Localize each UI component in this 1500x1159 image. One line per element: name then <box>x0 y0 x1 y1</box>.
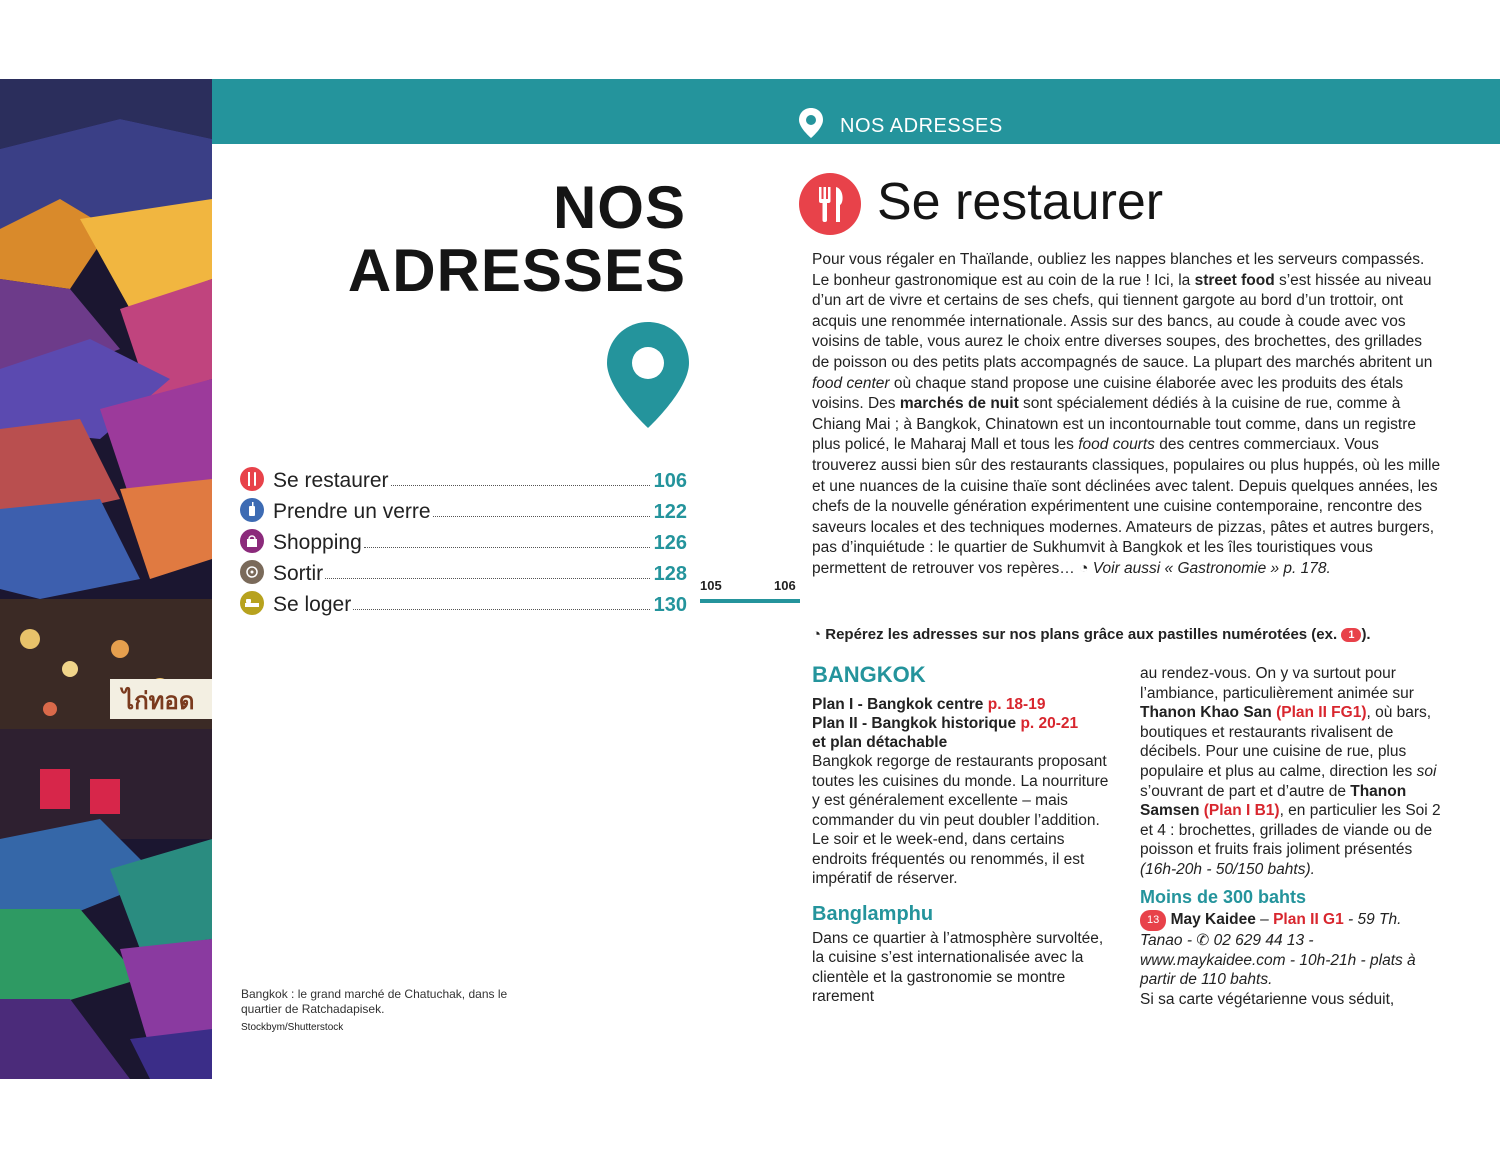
city-heading: BANGKOK <box>812 662 926 687</box>
pastille-badge: 1 <box>1341 628 1361 642</box>
toc-item[interactable] <box>240 493 687 524</box>
intro-italic: food courts <box>1078 436 1155 454</box>
drink-icon <box>240 498 264 522</box>
plan-reference <box>812 695 1112 714</box>
page-title-line1: NOS <box>552 174 686 241</box>
svg-text:ไก่ทอด: ไก่ทอด <box>122 687 195 715</box>
toc-leader <box>433 516 650 517</box>
listing-entry: 13 May Kaidee – Plan II G1 - 59 Th. Tanao - ✆ 02 629 44 13 - www.maykaidee.com - 10h-21h - plats à partir de 110 bahts. <box>1140 910 1416 989</box>
toc-item[interactable] <box>240 586 687 617</box>
banner-label: NOS ADRESSES <box>840 115 1003 137</box>
intro-see-also: Voir aussi « Gastronomie » p. 178. <box>1092 559 1331 577</box>
toc-list <box>240 462 687 617</box>
fork-knife-icon <box>799 173 861 240</box>
page-title-line2: ADRESSES <box>347 237 686 304</box>
phone-icon: ✆ <box>1196 932 1214 950</box>
eye-icon: ◔ <box>812 626 826 643</box>
toc-leader <box>325 578 649 579</box>
toc-item[interactable] <box>240 462 687 493</box>
area-heading: Banglamphu <box>812 902 934 925</box>
market-photo <box>0 79 212 1079</box>
toc-item[interactable] <box>240 524 687 555</box>
plan-page: p. 20-21 <box>1020 715 1079 732</box>
music-note-icon <box>240 560 264 584</box>
plan-reference <box>812 714 1112 733</box>
intro-italic: food center <box>812 374 890 392</box>
plan-reference: Plan II G1 <box>1273 910 1344 928</box>
listing-details: - www.maykaidee.com - 10h-21h - plats à partir de 110 bahts. <box>1140 932 1416 989</box>
page-title <box>348 176 686 302</box>
note-text: Repérez les adresses sur nos plans grâce aux pastilles numérotées (ex. <box>825 626 1342 643</box>
toc-label: Se loger <box>273 593 352 616</box>
body-text: , en particulier les Soi 2 et 4 : brochettes, grillades de viande ou de poisson et fruits frais joliment présentés <box>1140 802 1441 859</box>
toc-label: Shopping <box>273 531 362 554</box>
location-pin-icon <box>799 108 823 143</box>
body-text: au rendez-vous. On y va surtout pour l’ambiance, particulièrement animée sur <box>1140 665 1414 702</box>
body-italic: soi <box>1416 762 1437 780</box>
plan-name: Plan II - Bangkok historique <box>812 715 1017 732</box>
street-name: Thanon Khao San <box>1140 704 1272 722</box>
bed-icon <box>240 591 264 615</box>
location-pin-icon <box>607 322 689 433</box>
page-range-bar <box>700 599 800 603</box>
intro-paragraph <box>812 250 1442 580</box>
toc-page: 130 <box>653 594 687 616</box>
eye-icon: ◔ <box>1079 559 1093 577</box>
plan-reference: et plan détachable <box>812 734 948 751</box>
toc-leader <box>391 485 650 486</box>
note-end: ). <box>1361 626 1371 643</box>
column-2 <box>1140 664 1445 1010</box>
listing-address: - 59 Th. Tanao - <box>1140 910 1402 950</box>
toc-page: 128 <box>653 563 687 585</box>
toc-leader <box>364 547 650 548</box>
intro-bold: street food <box>1194 271 1275 289</box>
photo-caption <box>241 987 541 1035</box>
toc-label: Sortir <box>273 562 324 585</box>
body-text: , où bars, boutiques et restaurants rivalisent de décibels. Pour une cuisine de rue, plus populaire et plus au calme, direction les <box>1140 704 1432 780</box>
intro-text: s’est hissée au niveau d’un art de vivre et certains de ses chefs, qui tiennent gargote au bord d’un trottoir, ont acquis une renommée internationale. Assis sur des bancs, au coude à coude avec vos voisins de table, vous aurez le choix entre diverses soupes, des brochettes, des grillades de poisson ou des petits plats accompagnés de sauce. La plupart des marchés abritent un <box>812 271 1433 371</box>
intro-text: où chaque stand propose une cuisine élaborée avec les produits des étals voisins. Des <box>812 374 1404 413</box>
body-italic: (16h-20h - 50/150 bahts). <box>1140 860 1315 878</box>
price-heading: Moins de 300 bahts <box>1140 886 1307 907</box>
caption-text: Bangkok : le grand marché de Chatuchak, dans le quartier de Ratchadapisek. <box>241 987 508 1016</box>
area-body: Dans ce quartier à l’atmosphère survoltée, la cuisine s’est internationalisée avec la clientèle et la gastronomie se montre rarement <box>812 929 1104 1005</box>
plan-reference: (Plan II FG1) <box>1276 704 1367 722</box>
toc-label: Prendre un verre <box>273 500 431 523</box>
section-title: Se restaurer <box>877 173 1164 231</box>
column-1 <box>812 661 1112 1007</box>
toc-page: 106 <box>653 470 687 492</box>
toc-leader <box>353 609 649 610</box>
page-range-end: 106 <box>774 578 796 593</box>
body-text: Si sa carte végétarienne vous séduit, <box>1140 990 1395 1008</box>
plan-name: Plan I - Bangkok centre <box>812 696 984 713</box>
photo-credit: Stockbym/Shutterstock <box>241 1022 344 1033</box>
street-name: Thanon Samsen <box>1140 782 1407 820</box>
intro-text: Pour vous régaler en Thaïlande, oubliez les nappes blanches et les serveurs compassés. Le bonheur gastronomique est au coin de la rue ! Ici, la <box>812 251 1425 289</box>
listing-name: May Kaidee <box>1170 910 1256 928</box>
plan-page: p. 18-19 <box>987 696 1046 713</box>
intro-bold: marchés de nuit <box>899 395 1019 413</box>
fork-knife-icon <box>240 467 264 491</box>
toc-page: 122 <box>653 501 687 523</box>
page-range-start: 105 <box>700 578 722 593</box>
area-body-continued <box>1140 664 1445 880</box>
toc-label: Se restaurer <box>273 469 389 492</box>
toc-page: 126 <box>653 532 687 554</box>
intro-text: des centres commerciaux. Vous trouverez aussi bien sûr des restaurants classiques, populaires ou plus huppés, où les mille et une nuances de la cuisine thaïe sont déclinées avec talent. Depuis quelques années, les chefs de la nouvelle génération expérimentent une cuisine contemporaine, rencontre des saveurs locales et des techniques modernes. Amateurs de pizzas, pâtes et autres burgers, pas d’inquiétude : le quartier de Sukhumvit à Bangkok et les îles touristiques vous permettent de retrouver vos repères… <box>812 436 1441 577</box>
plan-reference: (Plan I B1) <box>1203 802 1280 820</box>
intro-text: sont spécialement dédiés à la cuisine de rue, comme à Chiang Mai ; à Bangkok, Chinatown est un incontournable tout comme, dans un registre plus policé, le Maharaj Mall et tous les <box>812 395 1416 454</box>
toc-item[interactable] <box>240 555 687 586</box>
map-note <box>812 626 1452 643</box>
shopping-bag-icon <box>240 529 264 553</box>
pastille-badge: 13 <box>1140 910 1166 932</box>
city-body: Bangkok regorge de restaurants proposant toutes les cuisines du monde. La nourriture y est généralement excellente – mais commander du vin peut doubler l’addition. Le soir et le week-end, dans certains endroits fréquentés ou renommés, il est impératif de réserver. <box>812 753 1109 887</box>
body-text: s’ouvrant de part et d’autre de <box>1140 782 1351 800</box>
listing-phone: 02 629 44 13 <box>1213 932 1305 950</box>
